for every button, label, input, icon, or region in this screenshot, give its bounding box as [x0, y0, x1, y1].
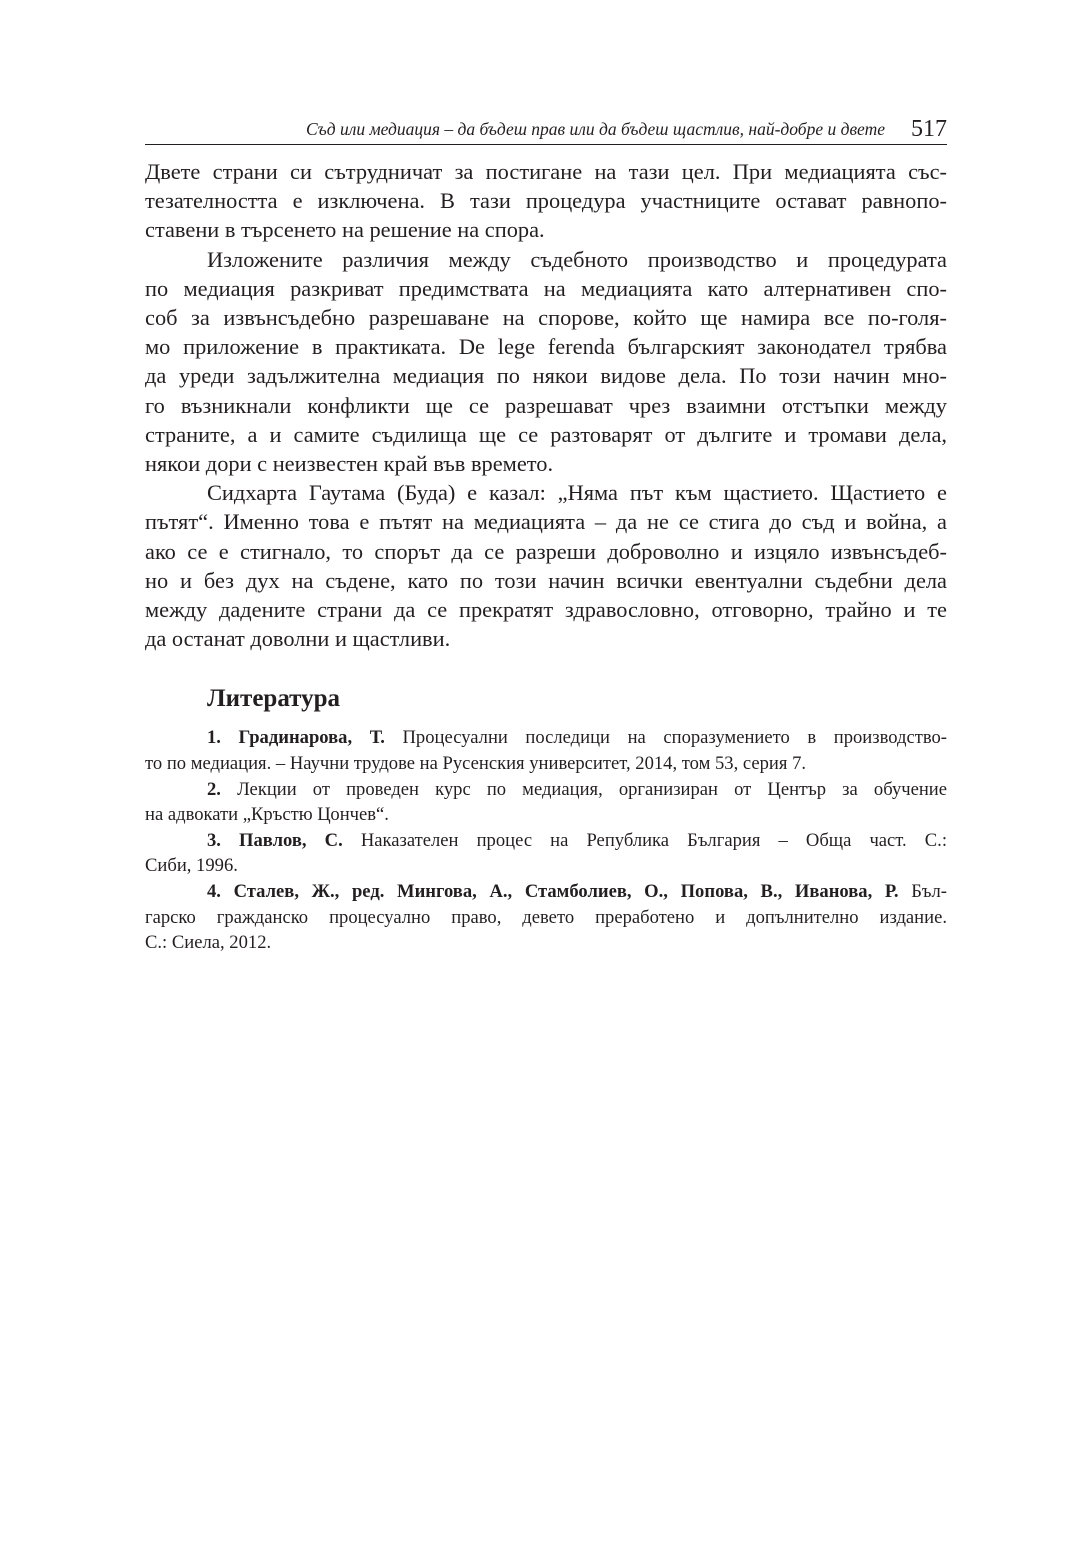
text-line: то по медиация. – Научни трудове на Русенския университет, 2014, том 53, серия 7. — [145, 753, 807, 775]
reference-text: Наказателен процес на Република България – Обща част. С.: — [360, 829, 947, 851]
reference-author: 1. Градинарова, Т. — [207, 727, 385, 749]
text-line: някои дори с неизвестен край във времето. — [145, 451, 554, 477]
reference-item-3 — [145, 828, 947, 879]
reference-text: Процесуални последици на споразумението в производство- — [402, 727, 947, 749]
reference-item-4 — [145, 879, 947, 956]
text-line: го възникнали конфликти ще се разрешават чрез взаимни отстъпки между — [145, 392, 947, 418]
running-header — [145, 110, 947, 145]
literature-heading: Литература — [207, 685, 341, 713]
text-line — [145, 879, 947, 905]
reference-item-1 — [145, 725, 947, 776]
text-line — [145, 725, 947, 751]
text-line — [145, 777, 947, 803]
text-line: ако се е стигнало, то спорът да се разреши доброволно и изцяло извънсъдеб- — [145, 538, 947, 564]
text-line: Сиби, 1996. — [145, 855, 238, 877]
text-line: Изложените различия между съдебното производство и процедурата — [207, 246, 947, 272]
text-line: но и без дух на съдене, като по този начин всички евентуални съдебни дела — [145, 567, 947, 593]
text-line: мо приложение в практиката. De lege ferenda българският законодател трябва — [145, 334, 947, 360]
paragraph-3 — [145, 478, 947, 653]
reference-list — [145, 725, 947, 955]
reference-text: Лекции от проведен курс по медиация, организиран от Център за обучение — [237, 778, 947, 800]
text-line: пътят“. Именно това е пътят на медиацията – да не се стига до съд и война, а — [145, 509, 947, 535]
page-number: 517 — [911, 116, 947, 142]
text-line — [145, 828, 947, 854]
reference-text: Бъл- — [911, 881, 947, 903]
reference-author: 2. — [207, 778, 221, 800]
text-line: по медиация разкриват предимствата на медиацията като алтернативен спо- — [145, 275, 947, 301]
body-text — [145, 157, 947, 653]
text-line: да уреди задължителна медиация по някои видове дела. По този начин мно- — [145, 363, 947, 389]
text-line: на адвокати „Кръстю Цончев“. — [145, 804, 389, 826]
text-line: С.: Сиела, 2012. — [145, 932, 272, 954]
text-line: гарско гражданско процесуално право, девето преработено и допълнително издание. — [145, 906, 947, 928]
text-line: да останат доволни и щастливи. — [145, 626, 451, 652]
text-line: соб за извънсъдебно разрешаване на спорове, който ще намира все по-голя- — [145, 305, 947, 331]
reference-author: 3. Павлов, С. — [207, 829, 343, 851]
text-line: тезателността е изключена. В тази процедура участниците остават равнопо- — [145, 188, 947, 214]
running-title: Съд или медиация – да бъдеш прав или да бъдеш щастлив, най-добре и двете — [305, 119, 885, 139]
paragraph-2 — [145, 245, 947, 479]
document-page — [145, 110, 947, 956]
reference-author: 4. Сталев, Ж., ред. Мингова, А., Стамболиев, О., Попова, В., Иванова, Р. — [207, 881, 899, 903]
text-line: страните, а и самите съдилища ще се разтоварят от дългите и тромави дела, — [145, 421, 947, 447]
text-line: Двете страни си сътрудничат за постигане на тази цел. При медиацията със- — [145, 159, 947, 184]
reference-item-2 — [145, 777, 947, 828]
text-line: Сидхарта Гаутама (Буда) е казал: „Няма път към щастието. Щастието е — [207, 480, 947, 506]
text-line: между дадените страни да се прекратят здравословно, отговорно, трайно и те — [145, 597, 947, 623]
paragraph-1 — [145, 157, 947, 245]
text-line: ставени в търсенето на решение на спора. — [145, 217, 545, 243]
